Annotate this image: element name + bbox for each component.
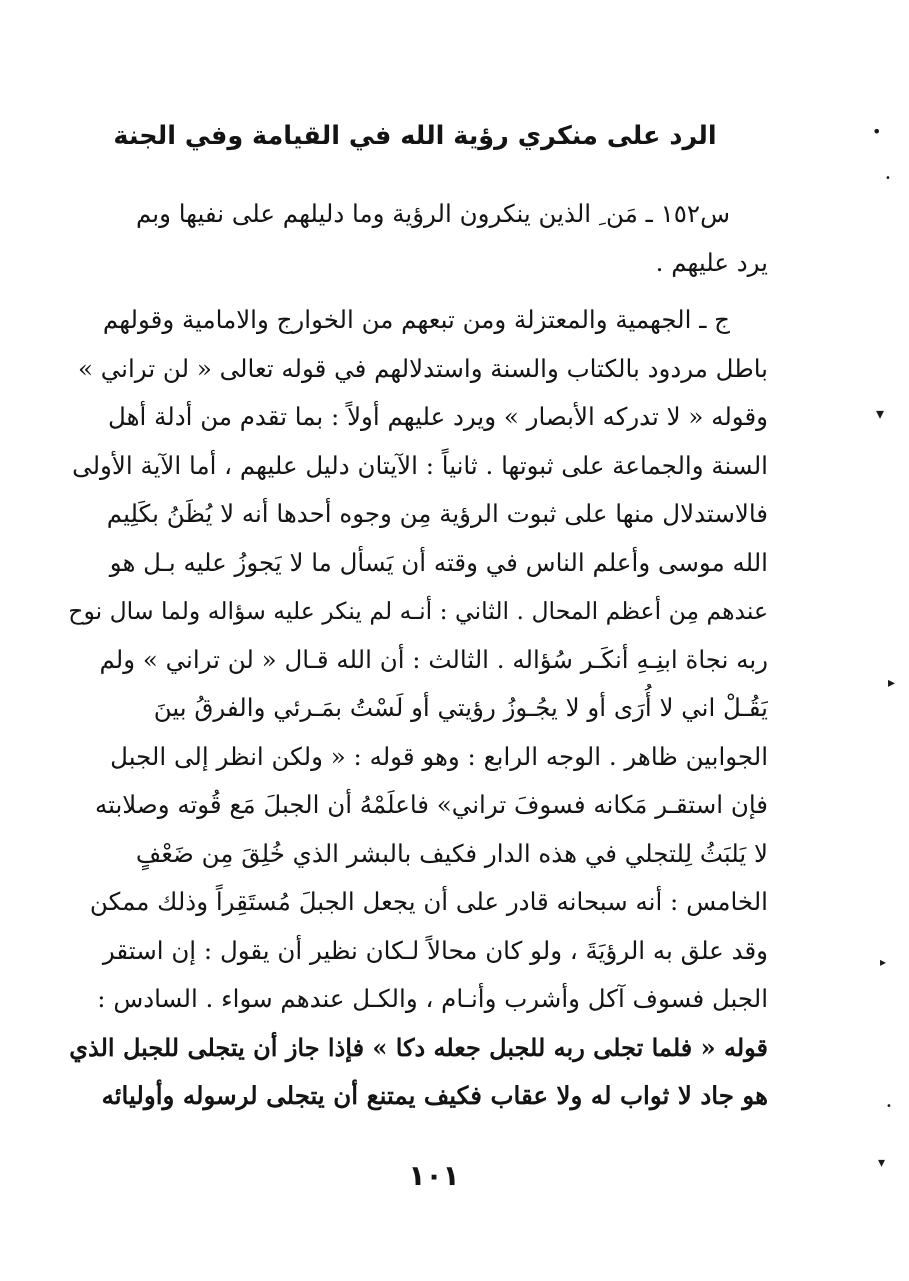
answer-line: الجوابين ظاهر . الوجه الرابع : وهو قوله : « ولكن انظر إلى الجبل (110, 741, 768, 771)
question-paragraph (68, 190, 768, 287)
answer-line: عندهم مِن أعظم المحال . الثاني : أنـه لم ينكر عليه سؤاله ولما سال نوح (68, 597, 768, 625)
answer-line: الله موسى وأعلم الناس في وقته أن يَسأل ما لا يَجوزُ عليه بـل هو (109, 547, 768, 577)
answer-line: الجبل فسوف آكل وأشرب وأنـام ، والكـل عندهم سواء . السادس : (97, 984, 768, 1013)
chapter-title: الرد على منكري رؤية الله في القيامة وفي الجنة (113, 121, 717, 151)
margin-dot-3: ▾ (876, 404, 885, 423)
answer-line: ربه نجاة ابنِـهِ أنكَـر سُؤاله . الثالث : أن الله قـال « لن تراني » ولم (99, 644, 768, 674)
answer-line: لا يَلبَثُ لِلتجلي في هذه الدار فكيف بالبشر الذي خُلِقَ مِن ضَعْفٍ (135, 838, 768, 868)
question-line: يرد عليهم . (655, 247, 768, 277)
answer-line: وقد علق به الرؤيَةَ ، ولو كان محالاً لـكان نظير أن يقول : إن استقر (102, 935, 768, 965)
answer-line: السنة والجماعة على ثبوتها . ثانياً : الآيتان دليل عليهم ، أما الآية الأولى (72, 450, 768, 480)
answer-paragraph (68, 296, 768, 1121)
answer-line: يَقُـلْ اني لا أُرَى أو لا يجُـوزُ رؤيتي أو لَسْتُ بمَـرئي والفرقُ بينَ (153, 693, 768, 722)
margin-dot-6: • (886, 1101, 892, 1112)
answer-line: فالاستدلال منها على ثبوت الرؤية مِن وجوه أحدها أنه لا يُظَنُ بكَلِيم (106, 499, 768, 528)
answer-line: هو جاد لا ثواب له ولا عقاب فكيف يمتنع أن يتجلى لرسوله وأوليائه (101, 1081, 768, 1110)
answer-line: الخامس : أنه سبحانه قادر على أن يجعل الجبلَ مُستَقِراً وذلك ممكن (89, 887, 768, 916)
answer-line: قوله « فلما تجلى ربه للجبل جعله دكا » فإذا جاز أن يتجلى للجبل الذي (69, 1032, 768, 1062)
question-line: س١٥٢ ـ مَن ِ الذين ينكرون الرؤية وما دليلهم على نفيها وبم (135, 199, 730, 228)
answer-line: ج ـ الجهمية والمعتزلة ومن تبعهم من الخوارج والامامية وقولهم (102, 305, 730, 334)
margin-dot-5: ▸ (880, 955, 887, 969)
page-number: ١٠١ (408, 1159, 460, 1192)
margin-dot-7: ▾ (878, 1155, 886, 1171)
margin-dot-4: ▸ (888, 675, 896, 691)
answer-line: باطل مردود بالكتاب والسنة واستدلالهم في قوله تعالى « لن تراني » (77, 353, 768, 383)
margin-dot-1: • (872, 122, 882, 141)
answer-line: وقوله « لا تدركه الأبصار » ويرد عليهم أولاً : بما تقدم من أدلة أهل (108, 402, 768, 431)
margin-dot-2: • (885, 173, 891, 184)
answer-line: فإن استقـر مَكانه فسوفَ تراني» فاعلَمْهُ أن الجبلَ مَع قُوته وصلابته (94, 790, 768, 819)
